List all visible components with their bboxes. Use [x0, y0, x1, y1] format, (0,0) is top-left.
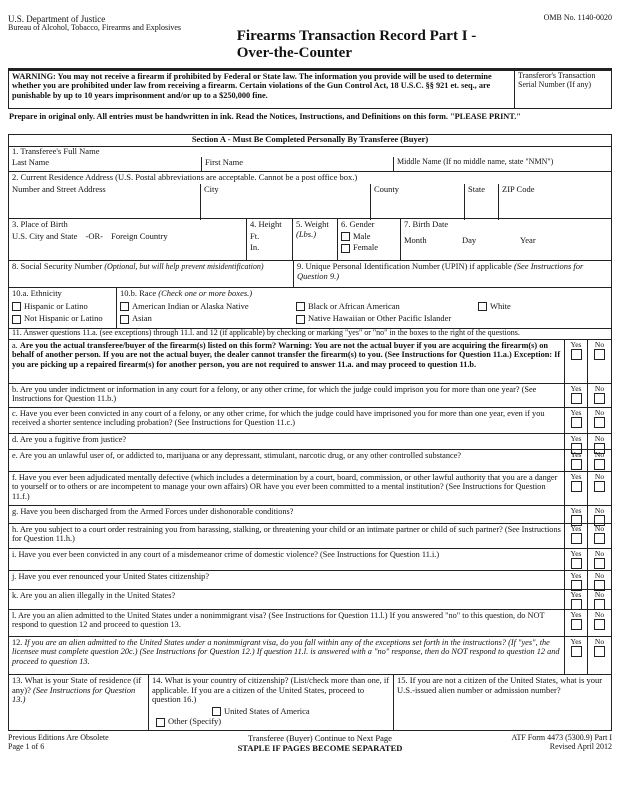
omb-number: OMB No. 1140-0020	[543, 13, 612, 22]
question-body: Are you subject to a court order restraining you from harassing, stalking, or threatening your child or an intimate partner or child of such partner? (See Instructions for Question 11.h.)	[12, 525, 561, 544]
answer-no	[588, 524, 611, 548]
alien-number-field[interactable]: 15. If you are not a citizen of the United States, what is your U.S.-issued alien number or admission number?	[397, 675, 603, 695]
title-line-2: Over-the-Counter	[236, 44, 352, 61]
question-num: e.	[12, 451, 18, 460]
question-text	[9, 506, 565, 523]
q13-q15-row	[9, 675, 611, 730]
answer-no	[588, 472, 611, 505]
question-row	[9, 408, 611, 434]
white-label: White	[490, 300, 511, 311]
usa-checkbox[interactable]	[212, 707, 221, 716]
race-field	[117, 288, 611, 328]
us-city-state-label: U.S. City and State	[12, 230, 78, 241]
question-body: Are you the actual transferee/buyer of the firearm(s) listed on this form? Warning: You are not the actual buyer if you are acquiring the firearm(s) on behalf of another person. If you are not the actual buyer, the dealer cannot transfer the firearm(s) to you. (See Instructions for Question 11.a.) Exception: If you are picking up a repaired firearm(s) for another person, you are not required to answer 11.a. and may proceed to question 11.b.	[12, 341, 561, 369]
question-text	[9, 549, 565, 570]
yes-checkbox[interactable]	[571, 619, 582, 630]
question-row	[9, 524, 611, 549]
q3-label: 3. Place of Birth	[12, 219, 68, 229]
warning-text: WARNING: You may not receive a firearm if prohibited by Federal or State law. The information you provide will be used to determine whether you are prohibited under law from receiving a firearm. Certain violations of the Gun Control Act, 18 U.S.C. §§ 921 et. seq., are punishable by up to 10 years imprisonment and/or up to a $250,000 fine.	[9, 71, 515, 108]
answer-no	[588, 384, 611, 407]
answer-no	[588, 610, 611, 636]
hispanic-label: Hispanic or Latino	[24, 300, 88, 311]
answer-no	[588, 571, 611, 589]
zip-field[interactable]: ZIP Code	[502, 183, 535, 194]
form-title	[237, 14, 477, 68]
yes-checkbox[interactable]	[571, 481, 582, 492]
question-text	[9, 571, 565, 589]
no-label: No	[594, 340, 605, 349]
ethnicity-field	[9, 288, 117, 328]
question-row	[9, 506, 611, 524]
no-label: No	[594, 384, 605, 393]
yes-checkbox[interactable]	[571, 417, 582, 428]
question-text	[9, 524, 565, 548]
feet-label: Ft.	[250, 230, 260, 241]
question-body: Have you ever renounced your United States citizenship?	[18, 572, 210, 581]
answer-yes	[565, 340, 588, 383]
question-text	[9, 408, 565, 433]
yes-label: Yes	[570, 506, 582, 515]
agency-block	[8, 14, 181, 68]
year-label: Year	[520, 234, 536, 245]
yes-label: Yes	[570, 408, 582, 417]
question-row	[9, 549, 611, 571]
lbs-label: (Lbs.)	[296, 228, 317, 239]
question-row	[9, 590, 611, 610]
no-label: No	[594, 524, 605, 533]
yes-checkbox[interactable]	[571, 349, 582, 360]
bureau-name: Bureau of Alcohol, Tobacco, Firearms and Explosives	[8, 23, 182, 33]
warning-box	[8, 68, 612, 109]
q13-hint: (See Instructions for Question 13.)	[12, 684, 136, 705]
q1-name-block	[9, 147, 611, 172]
answer-yes	[565, 506, 588, 523]
answer-no	[588, 549, 611, 570]
question-body: Are you a fugitive from justice?	[19, 435, 127, 444]
yes-checkbox[interactable]	[571, 599, 582, 610]
form-header	[8, 14, 612, 68]
yes-label: Yes	[570, 571, 582, 580]
q7-label: 7. Birth Date	[404, 219, 449, 229]
q14-label: 14. What is your country of citizenship? (List/check more than one, if applicable. If you are a citizen of the United States, proceed to question 16.)	[152, 675, 390, 705]
hispanic-checkbox[interactable]	[12, 302, 21, 311]
no-label: No	[594, 472, 605, 481]
question-num: j.	[12, 572, 17, 581]
q10a-label: 10.a. Ethnicity	[12, 288, 62, 298]
q10-row	[9, 288, 611, 329]
no-label: No	[594, 549, 605, 558]
ssn-field[interactable]	[9, 261, 294, 287]
yes-label: Yes	[570, 434, 582, 443]
height-field[interactable]	[247, 219, 293, 260]
state-field[interactable]: State	[465, 184, 499, 220]
yes-label: Yes	[570, 610, 582, 619]
yes-label: Yes	[570, 340, 582, 349]
no-checkbox[interactable]	[594, 393, 605, 404]
question-row	[9, 610, 611, 637]
answer-yes	[565, 610, 588, 636]
gender-field	[338, 219, 401, 260]
question-text	[9, 384, 565, 407]
previous-editions: Previous Editions Are Obsolete	[8, 733, 109, 742]
yes-label: Yes	[570, 637, 582, 646]
answer-no	[588, 408, 611, 433]
answer-no	[588, 506, 611, 523]
no-checkbox[interactable]	[594, 533, 605, 544]
county-field[interactable]: County	[371, 184, 465, 220]
no-checkbox[interactable]	[594, 459, 605, 470]
question-body: Are you an alien admitted to the United States under a nonimmigrant visa? (See Instructions for Question 11.l.) If you answered "no" to this question, do NOT respond to question 12 and proceed to question 13.	[12, 611, 545, 630]
yes-checkbox[interactable]	[571, 558, 582, 569]
q9-label: 9. Unique Personal Identification Number (UPIN) if applicable	[297, 261, 512, 271]
other-country-checkbox[interactable]	[156, 718, 165, 727]
first-name-field[interactable]: First Name	[201, 157, 394, 172]
q13-label: 13. What is your State of residence (if any)?	[12, 675, 142, 695]
yes-checkbox[interactable]	[571, 459, 582, 470]
question-num: c.	[12, 409, 18, 418]
last-name-field[interactable]: Last Name	[12, 156, 50, 167]
q11-list	[9, 340, 611, 637]
answer-no	[588, 450, 611, 471]
asian-label: Asian	[132, 313, 152, 324]
serial-number-field[interactable]: Transferor's Transaction Serial Number (If any)	[518, 71, 596, 89]
pacific-islander-checkbox[interactable]	[296, 315, 305, 324]
q8-hint: (Optional, but will help prevent misidentification)	[104, 262, 264, 271]
form-number: ATF Form 4473 (5300.9) Part I	[511, 733, 612, 742]
state-of-residence-field[interactable]	[9, 675, 149, 730]
question-num: h.	[12, 525, 19, 534]
yes-label: Yes	[570, 384, 582, 393]
q4-label: 4. Height	[250, 219, 282, 229]
department-name: U.S. Department of Justice	[8, 14, 106, 24]
other-country-label: Other (Specify)	[168, 716, 222, 727]
answer-yes	[565, 571, 588, 589]
white-checkbox[interactable]	[478, 302, 487, 311]
day-label: Day	[462, 234, 477, 245]
no-label: No	[594, 450, 605, 459]
yes-label: Yes	[570, 524, 582, 533]
answer-yes	[565, 450, 588, 471]
answer-no	[588, 340, 611, 383]
q12-yes	[565, 637, 588, 674]
q10b-label: 10.b. Race	[120, 288, 157, 298]
q5-label: 5. Weight	[296, 219, 329, 229]
citizenship-field	[149, 675, 394, 730]
question-row	[9, 571, 611, 590]
no-checkbox[interactable]	[594, 619, 605, 630]
q8-label: 8. Social Security Number	[12, 261, 103, 271]
question-num: a.	[12, 341, 18, 350]
q12-num: 12.	[12, 638, 23, 647]
question-num: k.	[12, 591, 19, 600]
answer-yes	[565, 549, 588, 570]
no-label: No	[594, 506, 605, 515]
question-text	[9, 434, 565, 449]
question-body: Are you an unlawful user of, or addicted to, marijuana or any depressant, stimulant, narcotic drug, or any other controlled substance?	[19, 451, 462, 460]
question-num: d.	[12, 435, 19, 444]
q12-no-checkbox[interactable]	[594, 646, 605, 657]
question-body: Are you under indictment or information in any court for a felony, or any other crime, for which the judge could imprison you for more than one year? (See Instructions for Question 11.b.)	[12, 385, 537, 404]
yes-label: Yes	[570, 549, 582, 558]
no-label: No	[594, 571, 605, 580]
city-field[interactable]: City	[201, 184, 371, 220]
female-label: Female	[353, 242, 379, 253]
upin-field[interactable]	[294, 261, 611, 287]
q12-no	[588, 637, 611, 674]
question-body: Have you ever been adjudicated mentally defective (which includes a determination by a court, board, commission, or other lawful authority that you are a danger to yourself or to others or are incompetent to manage your own affairs) OR have you ever been committed to a mental institution? (See Instructions for Question 11.f.)	[12, 473, 558, 501]
answer-no	[588, 590, 611, 609]
answer-yes	[565, 472, 588, 505]
month-label: Month	[404, 234, 427, 245]
question-num: l.	[12, 611, 17, 620]
q12-text	[9, 637, 565, 674]
answer-yes	[565, 384, 588, 407]
black-checkbox[interactable]	[296, 302, 305, 311]
no-checkbox[interactable]	[594, 481, 605, 492]
q8-q9-row	[9, 261, 611, 288]
q12-row	[9, 637, 611, 675]
question-text	[9, 472, 565, 505]
usa-label: United States of America	[224, 705, 310, 716]
question-body: Have you ever been convicted in any court of a felony, or any other crime, for which the judge could have imprisoned you for more than one year, even if you received a shorter sentence including probation? (See Instructions for Question 11.c.)	[12, 409, 545, 428]
yes-checkbox[interactable]	[571, 533, 582, 544]
question-text	[9, 340, 565, 383]
answer-yes	[565, 434, 588, 449]
question-row	[9, 472, 611, 506]
question-body: Have you been discharged from the Armed Forces under dishonorable conditions?	[20, 507, 294, 516]
question-row	[9, 340, 611, 384]
q2-label: 2. Current Residence Address (U.S. Postal abbreviations are acceptable. Cannot be a post office box.)	[12, 172, 358, 182]
no-checkbox[interactable]	[594, 417, 605, 428]
q3-q7-row	[9, 219, 611, 261]
question-text	[9, 450, 565, 471]
question-text	[9, 590, 565, 609]
no-label: No	[594, 590, 605, 599]
pacific-islander-label: Native Hawaiian or Other Pacific Islander	[308, 313, 452, 324]
yes-label: Yes	[570, 450, 582, 459]
foreign-country-label: Foreign Country	[111, 230, 168, 241]
weight-field[interactable]	[293, 219, 338, 260]
section-a-title: Section A - Must Be Completed Personally By Transferee (Buyer)	[9, 135, 611, 147]
no-label: No	[594, 408, 605, 417]
no-label: No	[594, 610, 605, 619]
question-body: Are you an alien illegally in the United States?	[19, 591, 176, 600]
q12-yes-checkbox[interactable]	[571, 646, 582, 657]
not-hispanic-checkbox[interactable]	[12, 315, 21, 324]
question-row	[9, 434, 611, 450]
american-indian-label: American Indian or Alaska Native	[132, 300, 249, 311]
q11-intro: 11. Answer questions 11.a. (see exceptions) through 11.l. and 12 (if applicable) by checking or marking "yes" or "no" in the boxes to the right of the questions.	[9, 329, 611, 340]
no-checkbox[interactable]	[594, 349, 605, 360]
american-indian-checkbox[interactable]	[120, 302, 129, 311]
middle-name-field[interactable]: Middle Name (If no middle name, state "NMN")	[397, 156, 554, 166]
q9-hint: (See Instructions for Question 9.)	[297, 261, 584, 281]
yes-label: Yes	[570, 590, 582, 599]
birth-date-field[interactable]	[401, 219, 611, 260]
question-num: i.	[12, 550, 17, 559]
inches-label: In.	[250, 242, 260, 253]
no-checkbox[interactable]	[594, 599, 605, 610]
form-footer	[8, 734, 612, 753]
answer-yes	[565, 590, 588, 609]
question-num: b.	[12, 385, 19, 394]
q6-label: 6. Gender	[341, 219, 375, 229]
answer-no	[588, 434, 611, 449]
staple-note: STAPLE IF PAGES BECOME SEPARATED	[237, 742, 403, 753]
yes-label: Yes	[570, 472, 582, 481]
street-address-field[interactable]: Number and Street Address	[9, 184, 201, 220]
asian-checkbox[interactable]	[120, 315, 129, 324]
answer-yes	[565, 408, 588, 433]
prepare-instructions: Prepare in original only. All entries must be handwritten in ink. Read the Notices, Instructions, and Definitions on this form. "PLEASE PRINT."	[9, 112, 521, 121]
no-label: No	[594, 637, 605, 646]
black-label: Black or African American	[308, 300, 400, 311]
or-label: -OR-	[85, 230, 104, 241]
continue-note: Transferee (Buyer) Continue to Next Page	[248, 733, 392, 743]
q2-address-block	[9, 172, 611, 219]
question-body: Have you ever been convicted in any court of a misdemeanor crime of domestic violence? (See Instructions for Question 11.i.)	[18, 550, 440, 559]
male-label: Male	[353, 230, 371, 241]
question-row	[9, 384, 611, 408]
female-checkbox[interactable]	[341, 244, 350, 253]
no-label: No	[594, 434, 605, 443]
q1-label: 1. Transferee's Full Name	[12, 146, 100, 156]
not-hispanic-label: Not Hispanic or Latino	[24, 313, 103, 324]
page-number: Page 1 of 6	[8, 741, 45, 751]
place-of-birth-field[interactable]	[9, 219, 247, 260]
question-num: f.	[12, 473, 17, 482]
question-text	[9, 610, 565, 636]
section-a	[8, 134, 612, 731]
revised-date: Revised April 2012	[549, 741, 612, 751]
q10b-hint: (Check one or more boxes.)	[158, 288, 253, 298]
answer-yes	[565, 524, 588, 548]
no-checkbox[interactable]	[594, 558, 605, 569]
q12-body: If you are an alien admitted to the United States under a nonimmigrant visa, do you fall within any of the exceptions set forth in the instructions? (If "yes", the licensee must complete question 20c.) (See Instructions for Question 12.) If question 11.l. is answered with a "no" response, then do NOT respond to question 12 and proceed to question 13.	[12, 638, 560, 666]
question-num: g.	[12, 507, 19, 516]
male-checkbox[interactable]	[341, 232, 350, 241]
yes-checkbox[interactable]	[571, 393, 582, 404]
title-line-1: Firearms Transaction Record Part I -	[236, 28, 477, 44]
question-row	[9, 450, 611, 472]
